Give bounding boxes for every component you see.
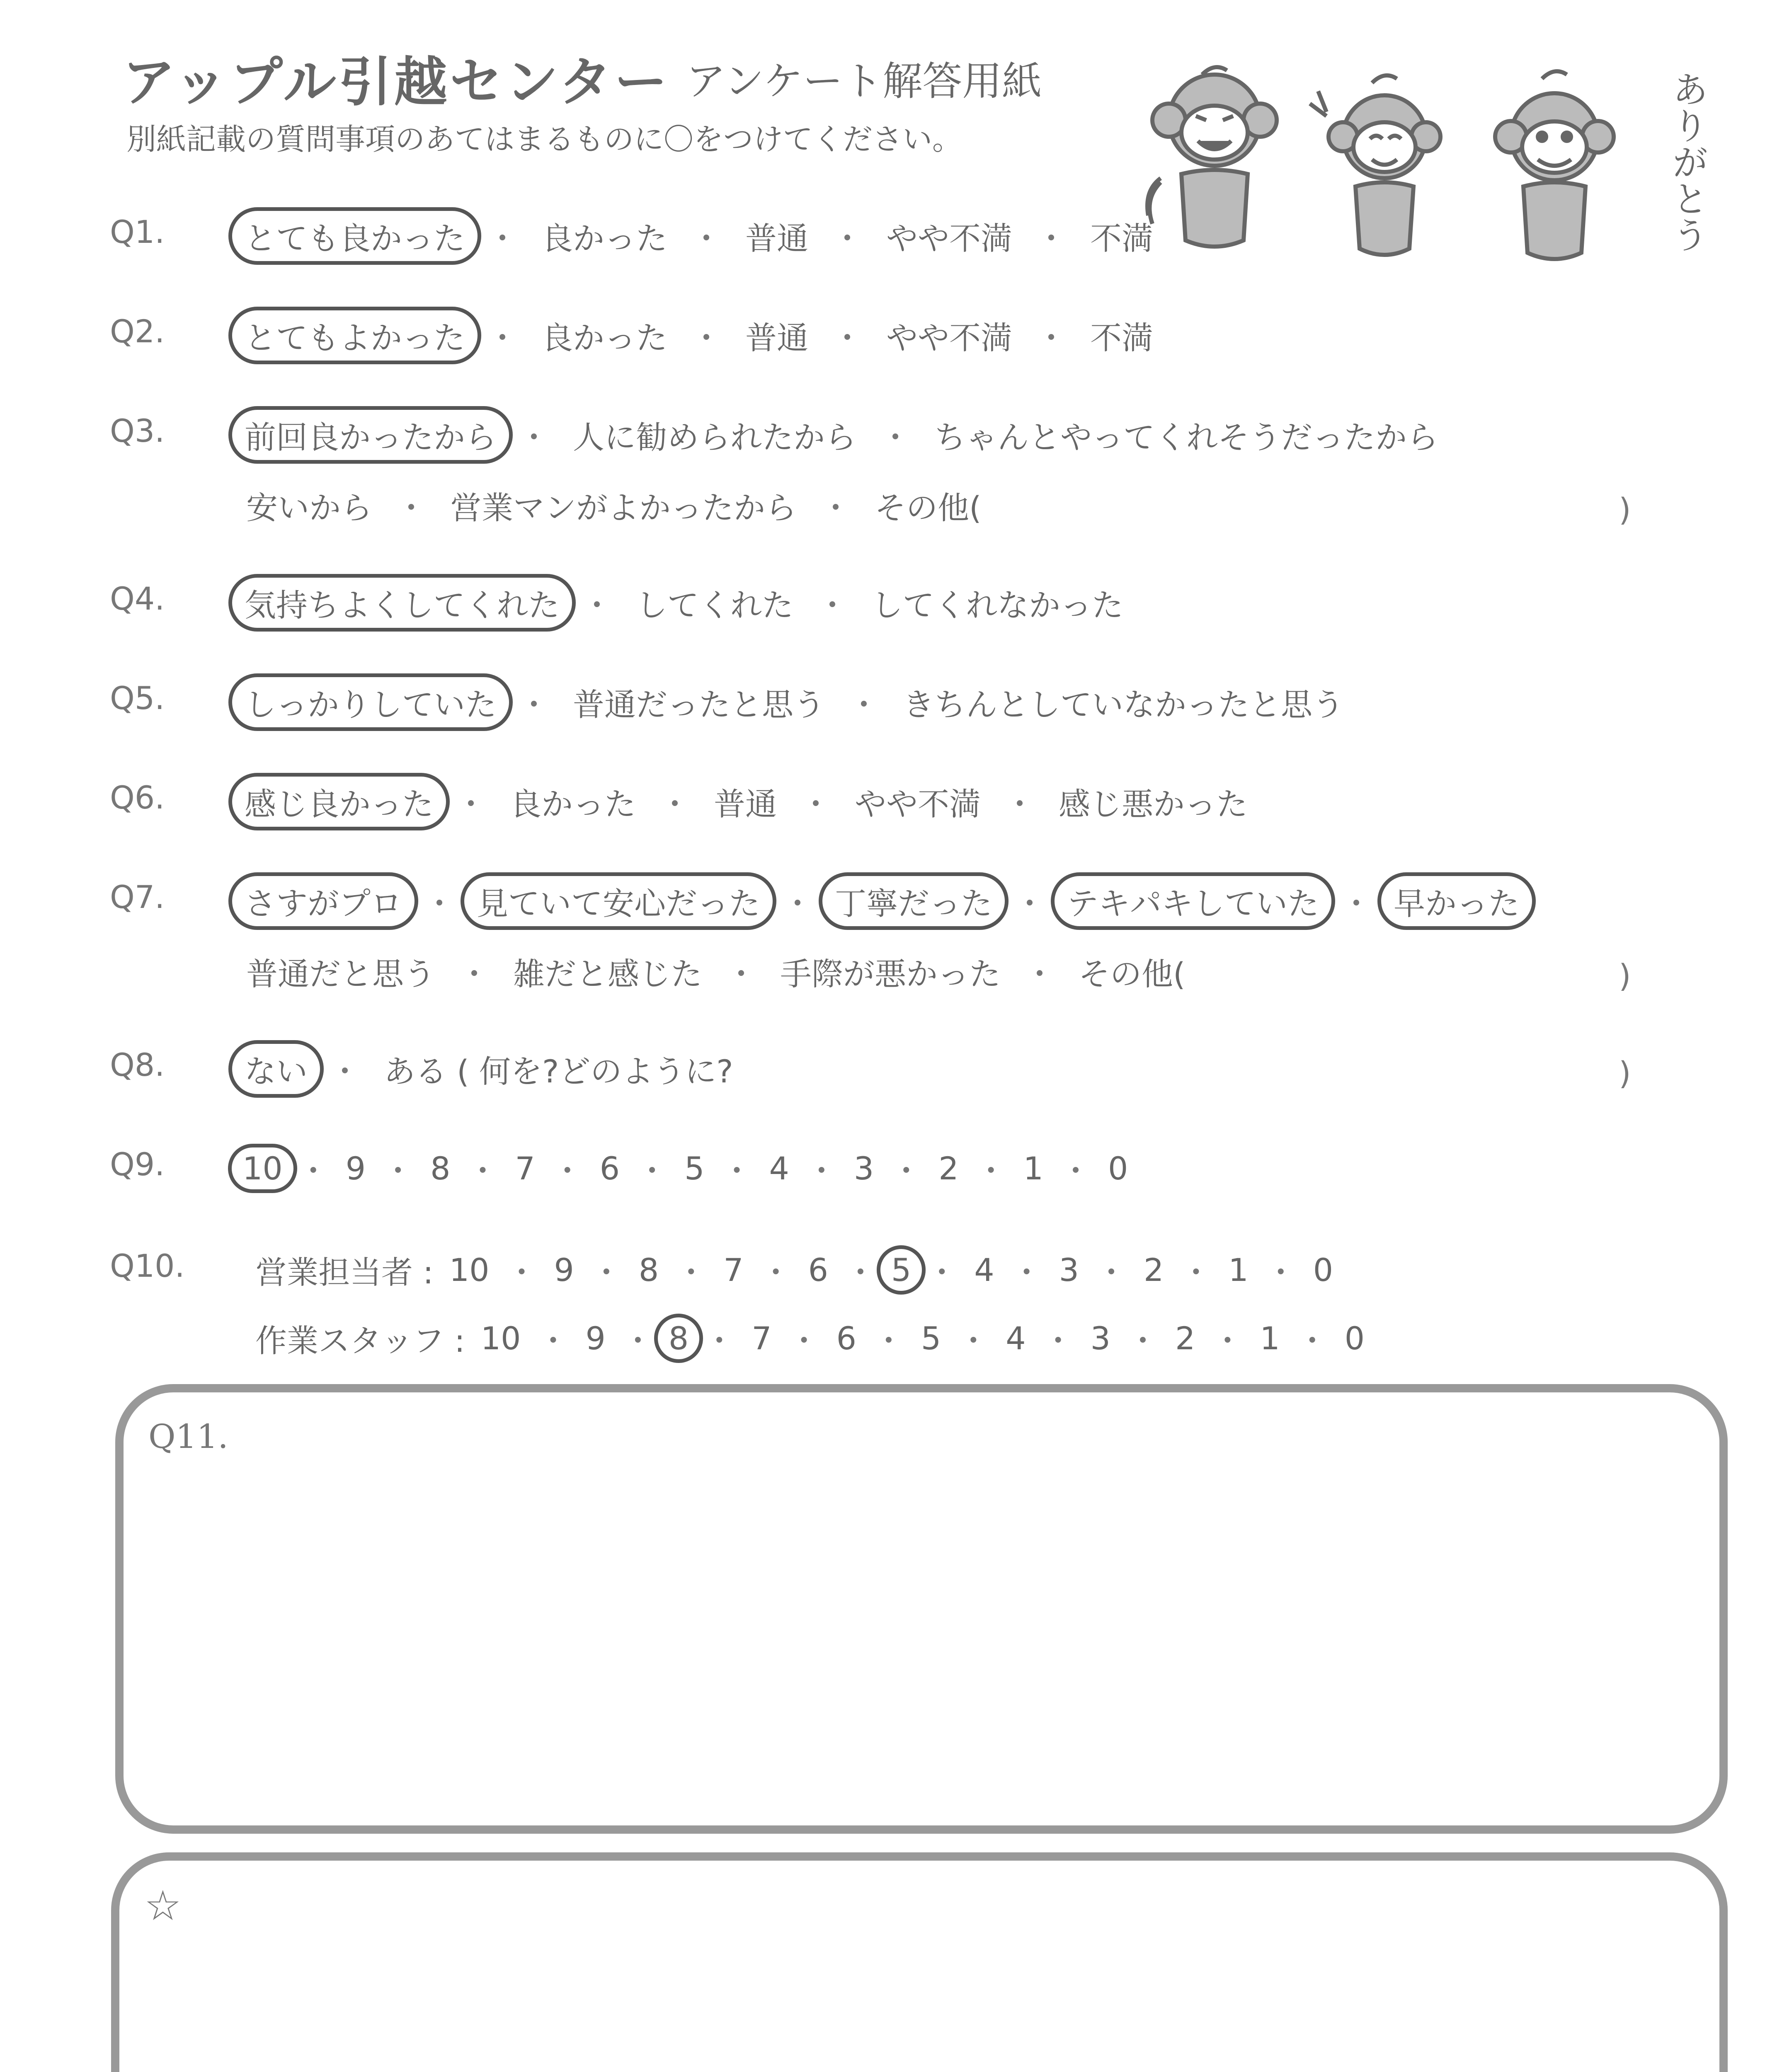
question-options-row [245,412,1440,457]
option[interactable]: 手際が悪かった [780,956,1001,992]
option-separator: ・ [675,1254,707,1291]
monkey-mascots-illustration [1144,58,1716,274]
question-options-row [245,779,1249,824]
option[interactable]: 9 [585,1320,606,1357]
option[interactable]: 3 [1090,1320,1110,1357]
option[interactable]: 10 [449,1251,490,1288]
close-paren: ) [1619,957,1631,994]
option-separator: ・ [890,1152,922,1189]
option-separator: ・ [1127,1322,1159,1359]
option-separator: ・ [297,1152,329,1189]
option[interactable]: 9 [554,1251,574,1288]
option[interactable]: 5 [921,1320,941,1357]
close-paren: ) [1619,491,1631,528]
question-options-row [245,313,1155,358]
option-separator: ・ [800,786,832,823]
survey-title: アップル引越センター [122,51,670,113]
option-separator: ・ [537,1322,569,1359]
question-options-row [245,680,1346,725]
option-circled[interactable]: 早かった [1377,872,1536,930]
option[interactable]: 普通 [745,220,808,257]
question-label: Q4. [110,580,165,617]
option-circled[interactable]: 感じ良かった [228,773,450,830]
option[interactable]: 良かった [541,220,667,257]
option-circled[interactable]: しっかりしていた [228,673,513,731]
option-separator: ・ [691,320,722,356]
option-separator: ・ [1341,885,1372,922]
option-separator: ・ [880,419,911,456]
option-separator: ・ [329,1053,361,1090]
option-circled[interactable]: ない [228,1040,324,1098]
question-options-row [254,1247,1335,1293]
option[interactable]: 1 [1260,1320,1280,1357]
option[interactable]: 6 [808,1251,828,1288]
option-separator: ・ [1265,1254,1297,1291]
option[interactable]: してくれなかった [871,587,1123,624]
option[interactable]: 普通 [745,320,808,356]
option[interactable]: 8 [430,1150,451,1187]
question-label: Q1. [110,213,165,250]
option[interactable]: 6 [599,1150,620,1187]
mascot-thanks-text: ありがとう [1666,70,1709,253]
option-separator: ・ [518,419,550,456]
option-separator: ・ [760,1254,792,1291]
option[interactable]: きちんとしていなかったと思う [903,686,1344,723]
option-separator: ・ [622,1322,654,1359]
option-circled[interactable]: 見ていて安心だった [461,872,776,930]
option-separator: ・ [1014,885,1045,922]
option[interactable]: 普通だったと思う [573,686,825,723]
option[interactable]: やや不満 [886,320,1012,356]
option-separator: ・ [395,489,427,526]
option[interactable]: 2 [938,1150,959,1187]
option[interactable]: 安いから [246,489,372,526]
option-separator: ・ [551,1152,583,1189]
survey-instruction: 別紙記載の質問事項のあてはまるものに〇をつけてください。 [126,122,963,157]
option[interactable]: やや不満 [886,220,1012,257]
option-circled[interactable]: テキパキしていた [1051,872,1335,930]
option-separator: ・ [1096,1254,1127,1291]
option-separator: ・ [782,885,813,922]
option[interactable]: 営業マンがよかったから [450,489,797,526]
option[interactable]: ちゃんとやってくれそうだったから [934,419,1438,456]
option-separator: ・ [590,1254,622,1291]
monkey-mascot-icon [1147,67,1277,247]
option-separator: ・ [1004,786,1035,823]
option-separator: ・ [1296,1322,1328,1359]
option-circled[interactable]: 気持ちよくしてくれた [228,574,576,632]
question-label: Q7. [110,879,165,915]
option[interactable]: 雑だと感じた [513,956,702,992]
option[interactable]: 1 [1023,1150,1043,1187]
option-separator: ・ [636,1152,668,1189]
q11-label: Q11. [148,1417,228,1456]
option-separator: ・ [691,220,722,257]
option[interactable]: 4 [974,1251,994,1288]
question-label: Q8. [110,1046,165,1083]
option-separator: ・ [1035,220,1067,257]
option-separator: ・ [805,1152,837,1189]
question-label: Q2. [110,313,165,350]
option-separator: ・ [1042,1322,1074,1359]
option[interactable]: その他( [1079,956,1186,992]
option[interactable]: 4 [769,1150,789,1187]
option-separator: ・ [975,1152,1007,1189]
option-separator: ・ [848,686,880,723]
option[interactable]: その他( [875,489,982,526]
question-options-row [242,1146,1130,1191]
option[interactable]: 不満 [1090,320,1153,356]
option-separator: ・ [581,587,613,624]
option-separator: ・ [1180,1254,1212,1291]
star-icon: ☆ [144,1881,182,1930]
option[interactable]: 普通 [714,786,777,823]
option-separator: ・ [817,587,848,624]
option-circled[interactable]: 8 [654,1314,703,1363]
option[interactable]: 7 [752,1320,772,1357]
option[interactable]: 8 [638,1251,659,1288]
option[interactable]: ある ( 何を?どのように? [384,1053,733,1090]
option[interactable]: 2 [1144,1251,1164,1288]
option-circled[interactable]: とても良かった [228,207,481,265]
question-options-row [245,483,983,528]
option-separator: ・ [926,1254,958,1291]
q11-comment-box[interactable] [115,1384,1728,1834]
option-separator: ・ [487,320,518,356]
rating-target-label: 営業担当者 : [255,1254,434,1291]
option[interactable]: 3 [853,1150,874,1187]
close-paren: ) [1619,1055,1631,1092]
monkey-mascot-icon [1495,71,1614,259]
option[interactable]: 人に勧められたから [573,419,856,456]
question-label: Q10. [110,1247,185,1284]
question-options-row [245,1046,735,1092]
option[interactable]: 7 [515,1150,535,1187]
question-label: Q6. [110,779,165,816]
option-separator: ・ [467,1152,499,1189]
option-circled[interactable]: とてもよかった [228,307,481,364]
option-separator: ・ [832,220,863,257]
option-separator: ・ [832,320,863,356]
question-label: Q3. [110,412,165,449]
option-separator: ・ [659,786,691,823]
option-separator: ・ [458,956,490,992]
option-separator: ・ [518,686,550,723]
option-circled[interactable]: 丁寧だった [819,872,1009,930]
question-options-row [245,949,1187,994]
option-separator: ・ [487,220,518,257]
option-separator: ・ [820,489,851,526]
option[interactable]: やや不満 [855,786,981,823]
option[interactable]: 良かった [510,786,636,823]
option[interactable]: 9 [345,1150,366,1187]
option-separator: ・ [721,1152,753,1189]
option[interactable]: 0 [1108,1150,1128,1187]
option-separator: ・ [382,1152,414,1189]
star-comment-box[interactable] [111,1852,1728,2072]
option[interactable]: 6 [836,1320,856,1357]
option-separator: ・ [1011,1254,1043,1291]
option[interactable]: 0 [1313,1251,1333,1288]
option-separator: ・ [958,1322,989,1359]
question-options-row [245,213,1155,259]
option-separator: ・ [506,1254,538,1291]
option[interactable]: 2 [1175,1320,1195,1357]
option-separator: ・ [1024,956,1055,992]
option-separator: ・ [1060,1152,1091,1189]
question-options-row [245,879,1520,924]
option-separator: ・ [725,956,757,992]
option[interactable]: 不満 [1090,220,1153,257]
option[interactable]: 7 [723,1251,744,1288]
option-circled[interactable]: さすがプロ [228,872,418,930]
option-separator: ・ [1212,1322,1244,1359]
question-label: Q9. [110,1146,165,1183]
option-separator: ・ [424,885,455,922]
option[interactable]: 3 [1059,1251,1079,1288]
question-label: Q5. [110,680,165,716]
option-separator: ・ [873,1322,904,1359]
option-separator: ・ [703,1322,735,1359]
rating-target-label: 作業スタッフ : [255,1322,465,1359]
option[interactable]: 5 [684,1150,705,1187]
option[interactable]: 感じ悪かった [1059,786,1248,823]
monkey-mascot-icon [1310,75,1440,255]
option[interactable]: 4 [1006,1320,1026,1357]
option-separator: ・ [1035,320,1067,356]
option[interactable]: 1 [1228,1251,1249,1288]
option[interactable]: 0 [1344,1320,1365,1357]
survey-subtitle: アンケート解答用紙 [686,58,1042,104]
option-circled[interactable]: 10 [228,1144,297,1193]
question-options-row [254,1316,1366,1361]
option-separator: ・ [455,786,487,823]
option-separator: ・ [788,1322,820,1359]
question-options-row [245,580,1125,625]
option-separator: ・ [844,1254,876,1291]
option-circled[interactable]: 5 [877,1245,926,1295]
option[interactable]: 良かった [541,320,667,356]
option[interactable]: 10 [480,1320,521,1357]
option[interactable]: 普通だと思う [246,956,435,992]
option[interactable]: してくれた [636,587,793,624]
option-circled[interactable]: 前回良かったから [228,406,513,464]
